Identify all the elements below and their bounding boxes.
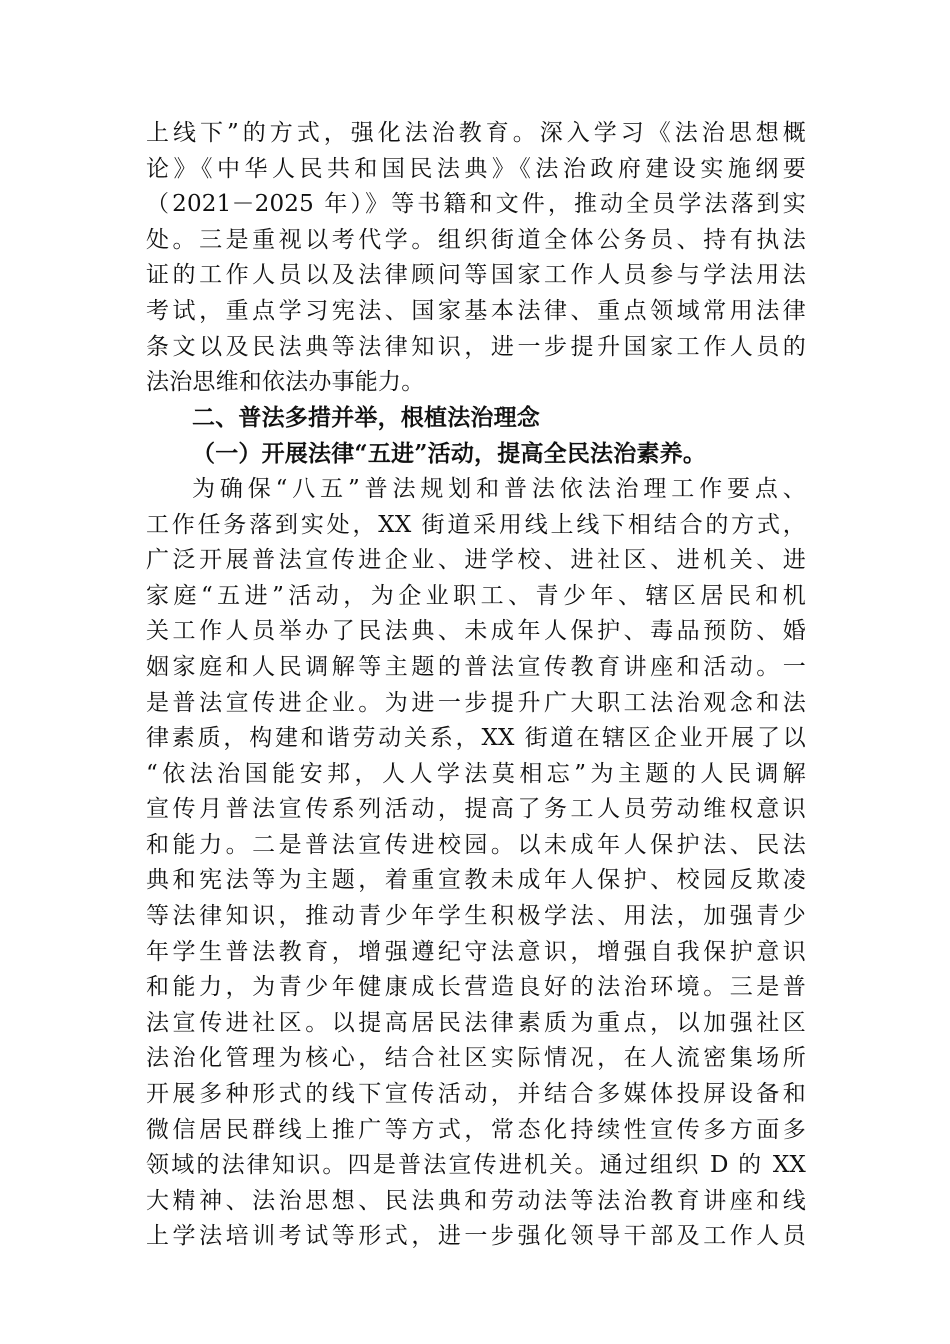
document-body xyxy=(146,116,806,1255)
paragraph-line: 典和宪法等为主题，着重宣教未成年人保护、校园反欺凌 xyxy=(146,867,806,894)
paragraph-line: 年学生普法教育，增强遵纪守法意识，增强自我保护意识 xyxy=(146,938,806,965)
paragraph-line: 法治化管理为核心，结合社区实际情况，在人流密集场所 xyxy=(146,1045,806,1072)
paragraph-line: 条文以及民法典等法律知识，进一步提升国家工作人员的 xyxy=(146,333,806,360)
paragraph-line: 和能力，为青少年健康成长营造良好的法治环境。三是普 xyxy=(146,974,806,1001)
paragraph-line: 微信居民群线上推广等方式，常态化持续性宣传多方面多 xyxy=(146,1116,806,1143)
paragraph-line: 上线下”的方式，强化法治教育。深入学习《法治思想概 xyxy=(146,120,806,146)
paragraph-line: 律素质，构建和谐劳动关系，XX 街道在辖区企业开展了以 xyxy=(146,725,806,752)
paragraph-line: （2021－2025 年）》等书籍和文件，推动全员学法落到实 xyxy=(146,191,806,218)
paragraph-line: 广泛开展普法宣传进企业、进学校、进社区、进机关、进 xyxy=(146,547,806,574)
paragraph-line: 关工作人员举办了民法典、未成年人保护、毒品预防、婚 xyxy=(146,618,806,645)
paragraph-line: 大精神、法治思想、民法典和劳动法等法治教育讲座和线 xyxy=(146,1187,806,1214)
paragraph-line: 考试，重点学习宪法、国家基本法律、重点领域常用法律 xyxy=(146,297,806,324)
paragraph-line: 是普法宣传进企业。为进一步提升广大职工法治观念和法 xyxy=(146,689,806,716)
section-heading: 二、普法多措并举，根植法治理念 xyxy=(192,404,540,431)
paragraph-line: 处。三是重视以考代学。组织街道全体公务员、持有执法 xyxy=(146,226,806,253)
paragraph-line: “依法治国能安邦，人人学法莫相忘”为主题的人民调解 xyxy=(146,760,806,787)
paragraph-line: 证的工作人员以及法律顾问等国家工作人员参与学法用法 xyxy=(146,262,806,289)
subsection-heading: （一）开展法律“五进”活动，提高全民法治素养。 xyxy=(192,440,707,468)
paragraph-line: 开展多种形式的线下宣传活动，并结合多媒体投屏设备和 xyxy=(146,1081,806,1108)
paragraph-line: 为确保“八五”普法规划和普法依法治理工作要点、 xyxy=(192,475,806,502)
paragraph-line: 家庭“五进”活动，为企业职工、青少年、辖区居民和机 xyxy=(146,582,806,609)
paragraph-line: 和能力。二是普法宣传进校园。以未成年人保护法、民法 xyxy=(146,831,806,858)
paragraph-line: 论》《中华人民共和国民法典》《法治政府建设实施纲要 xyxy=(146,155,806,182)
paragraph-line: 姻家庭和人民调解等主题的普法宣传教育讲座和活动。一 xyxy=(146,653,806,680)
paragraph-line: 等法律知识，推动青少年学生积极学法、用法，加强青少 xyxy=(146,903,806,930)
paragraph-line: 法治思维和依法办事能力。 xyxy=(146,369,425,396)
paragraph-line: 上学法培训考试等形式，进一步强化领导干部及工作人员 xyxy=(146,1223,806,1250)
paragraph-line: 宣传月普法宣传系列活动，提高了务工人员劳动维权意识 xyxy=(146,796,806,823)
paragraph-line: 工作任务落到实处，XX 街道采用线上线下相结合的方式， xyxy=(146,511,806,538)
paragraph-line: 法宣传进社区。以提高居民法律素质为重点，以加强社区 xyxy=(146,1009,806,1036)
paragraph-line: 领域的法律知识。四是普法宣传进机关。通过组织 D 的 XX xyxy=(146,1152,806,1179)
